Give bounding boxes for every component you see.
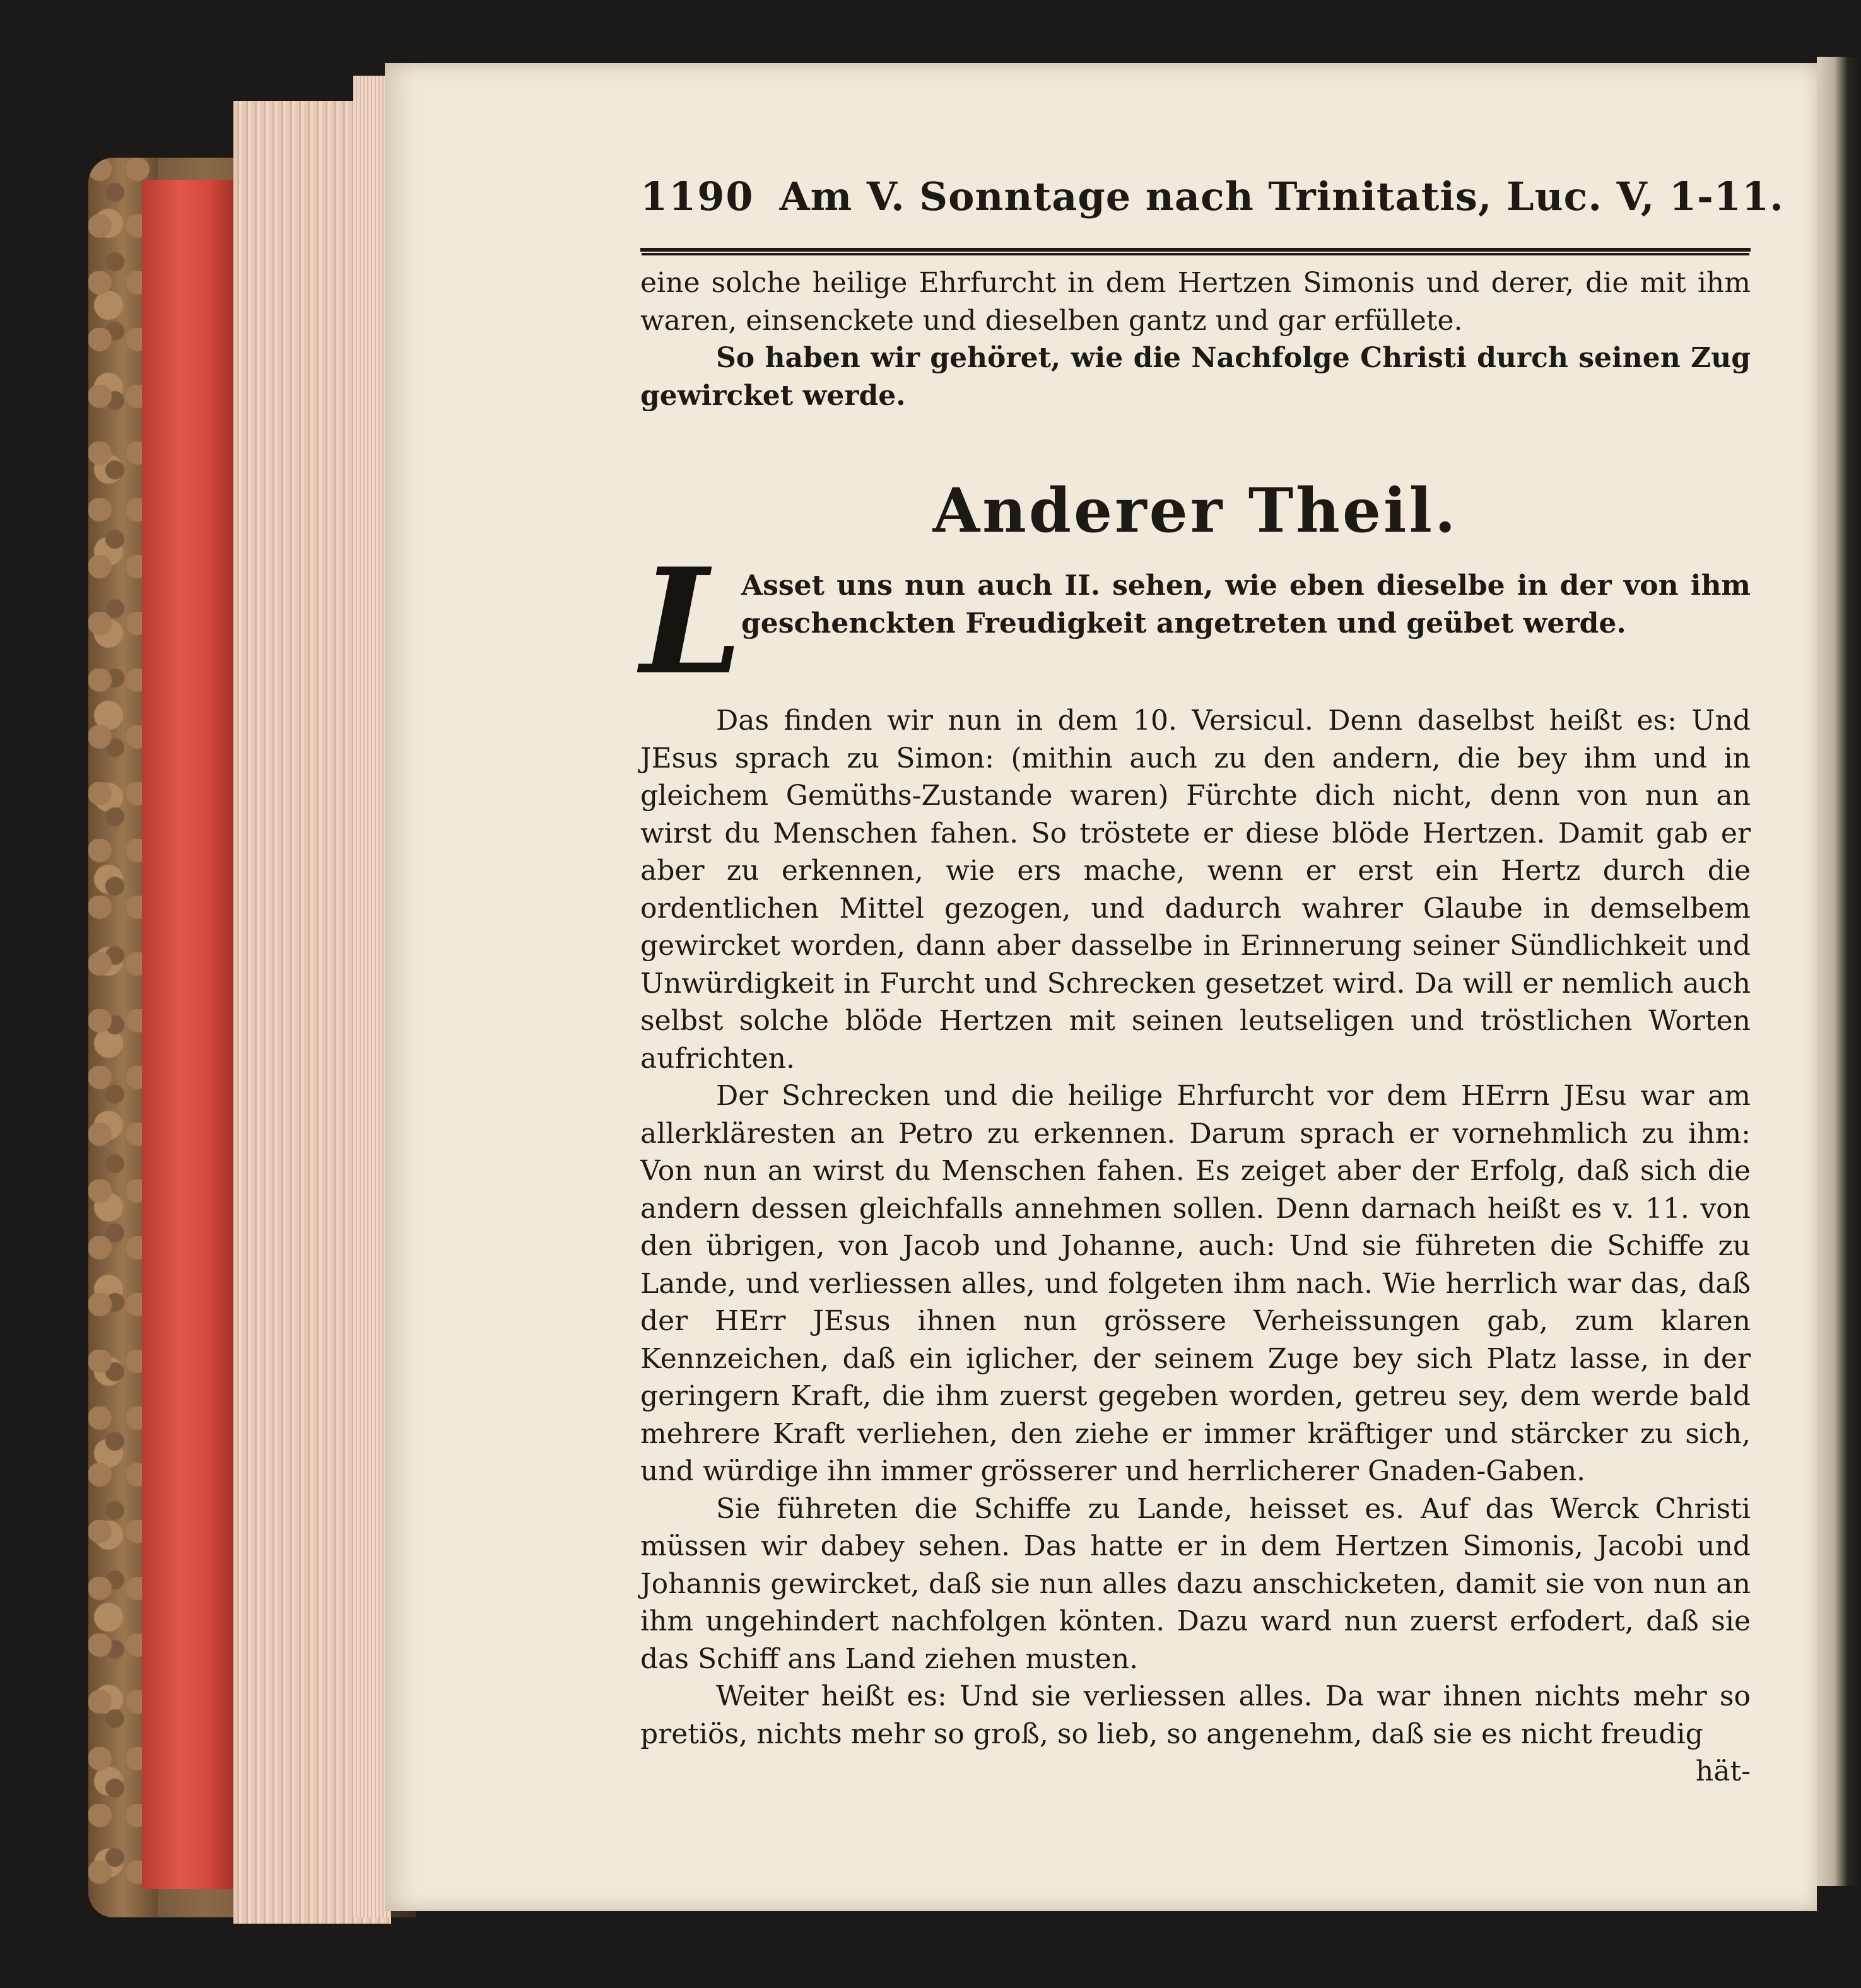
section-title: Anderer Theil. — [932, 475, 1459, 546]
paragraph-4: Weiter heißt es: Und sie verliessen alles. Da war ihnen nichts mehr so pretiös, nichts mehr so groß, so lieb, so angenehm, daß sie es nicht freudig — [640, 1680, 1751, 1750]
catchword: hät- — [1695, 1755, 1751, 1787]
running-head-title: Am V. Sonntage nach Trinitatis, Luc. V, 1-11. — [779, 173, 1784, 219]
paragraph-1: Das finden wir nun in dem 10. Versicul. Denn daselbst heißt es: Und JEsus sprach zu Simon: (mithin auch zu den andern, die bey ihm und in gleichem Gemüths-Zustande waren) Fürchte dich nicht, denn von nun an wirst du Menschen fahen. So tröstete er diese blöde Hertzen. Damit gab er aber zu erkennen, wie ers mache, wenn er erst ein Hertz durch die ordentlichen Mittel gezogen, und dadurch wahrer Glaube in demselbem gewircket worden, dann aber dasselbe in Erinnerung seiner Sündlichkeit und Unwürdigkeit in Furcht und Schrecken gesetzet wird. Da will er nemlich auch selbst solche blöde Hertzen mit seinen leutseligen und tröstlichen Worten aufrichten. — [640, 705, 1751, 1075]
paragraph-continued: eine solche heilige Ehrfurcht in dem Hertzen Simonis und derer, die mit ihm waren, einsenckete und dieselben gantz und gar erfüllete. — [640, 267, 1751, 337]
running-head — [640, 173, 1784, 243]
facing-page-edge — [1817, 57, 1861, 1886]
page-text-block — [640, 173, 1784, 1791]
dropcap-paragraph-text: Asset uns nun auch II. sehen, wie eben dieselbe in der von ihm geschenckten Freudigkeit angetreten und geübet werde. — [741, 570, 1751, 640]
page-number: 1190 — [640, 173, 754, 219]
paragraph-2: Der Schrecken und die heilige Ehrfurcht vor dem HErrn JEsu war am allerkläresten an Petro zu erkennen. Darum sprach er vornehmlich zu ihm: Von nun an wirst du Menschen fahen. Es zeiget aber der Erfolg, daß sich die andern dessen gleichfalls annehmen sollen. Denn darnach heißt es v. 11. von den übrigen, von Jacob und Johanne, auch: Und sie führeten die Schiffe zu Lande, und verliessen alles, und folgeten ihm nach. Wie herrlich war das, daß der HErr JEsus ihnen nun grössere Verheissungen gab, zum klaren Kennzeichen, daß ein iglicher, der seinem Zuge bey sich Platz lasse, in der geringern Kraft, die ihm zuerst gegeben worden, getreu sey, dem werde bald mehrere Kraft verliehen, den ziehe er immer kräftiger und stärcker zu sich, und würdige ihn immer grösserer und herrlicherer Gnaden-Gaben. — [640, 1080, 1751, 1487]
dropcap-letter: L — [640, 537, 743, 707]
dropcap-paragraph — [640, 537, 1751, 707]
red-page-edge — [142, 180, 237, 1889]
paragraph-summary: So haben wir gehöret, wie die Nachfolge Christi durch seinen Zug gewircket werde. — [640, 342, 1751, 412]
book-page — [385, 63, 1817, 1911]
header-rule — [640, 248, 1751, 253]
paragraph-3: Sie führeten die Schiffe zu Lande, heisset es. Auf das Werck Christi müssen wir dabey sehen. Das hatte er in dem Hertzen Simonis, Jacobi und Johannis gewircket, daß sie nun alles dazu anschicketen, damit sie von nun an ihm ungehindert nachfolgen könten. Dazu ward nun zuerst erfodert, daß sie das Schiff ans Land ziehen musten. — [640, 1492, 1751, 1675]
